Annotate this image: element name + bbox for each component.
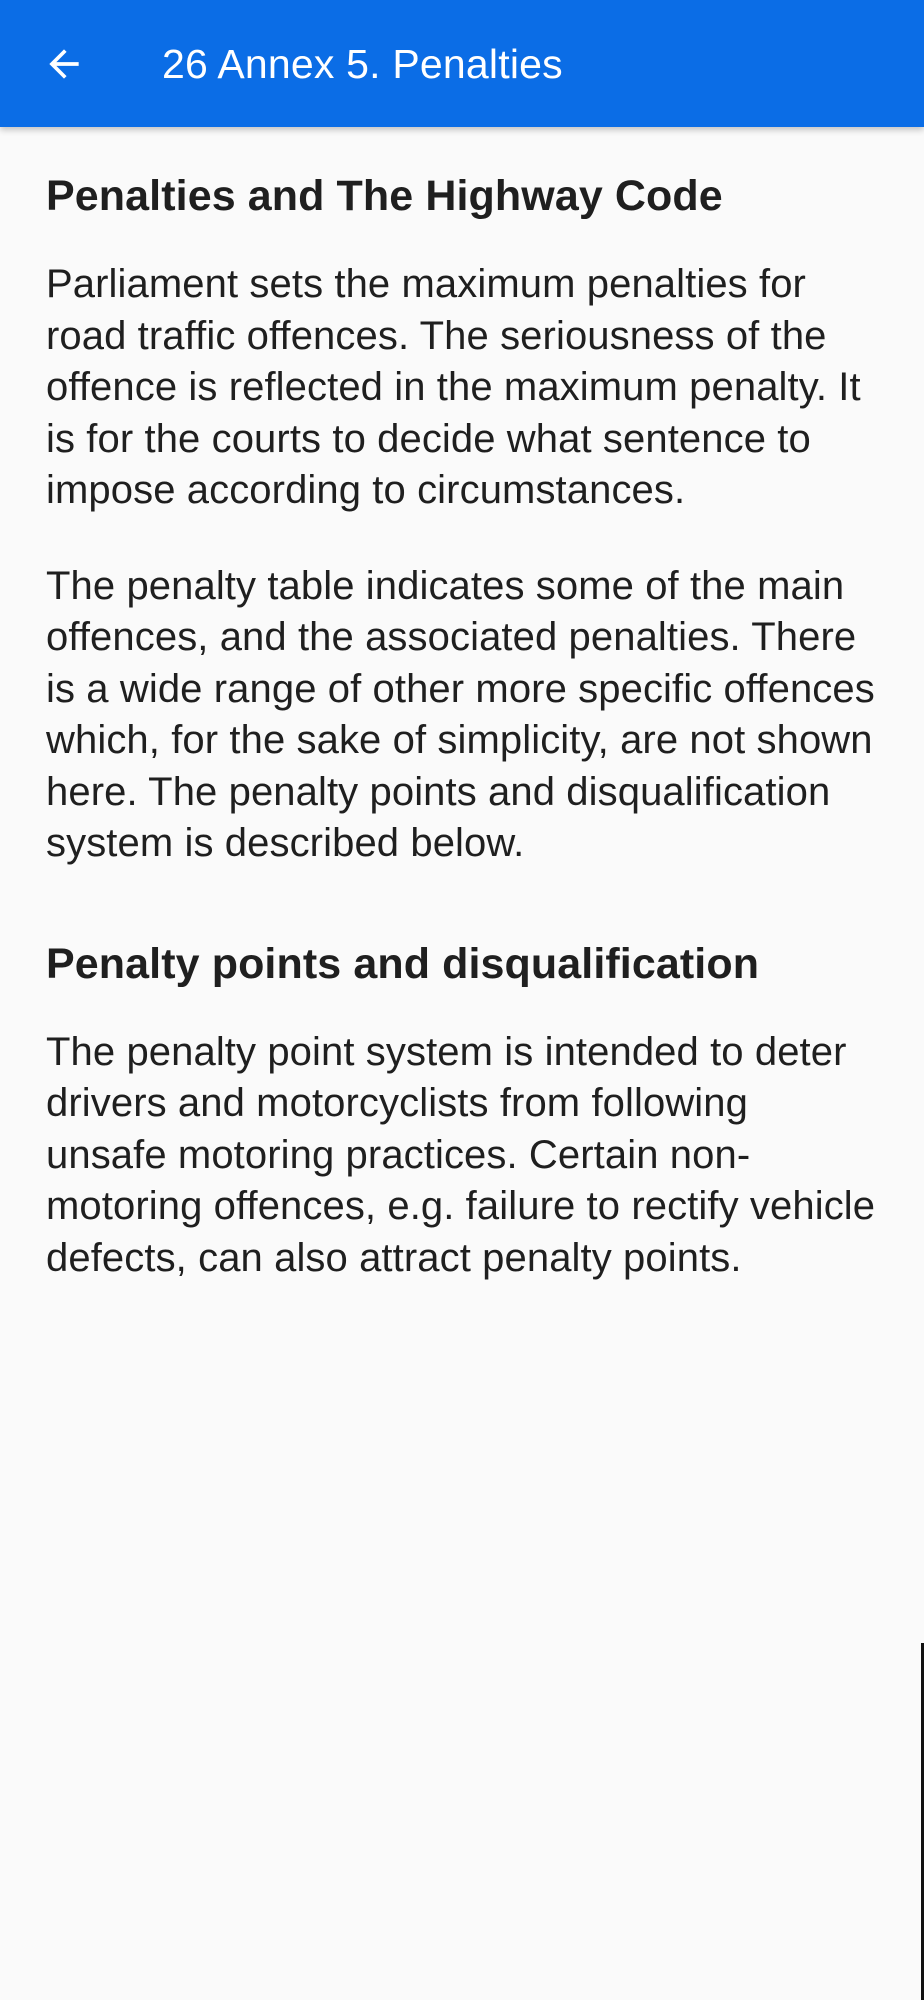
arrow-left-icon [42, 42, 86, 86]
content-area [46, 127, 876, 1284]
back-button[interactable] [24, 24, 104, 104]
paragraph: The penalty table indicates some of the main offences, and the associated penalties. There is a wide range of other more specific offences which, for the sake of simplicity, are not shown here. The penalty points and disqualification system is described below. [46, 563, 875, 865]
page-title: 26 Annex 5. Penalties [162, 41, 563, 87]
app-bar [0, 0, 924, 127]
section-heading-penalty-points: Penalty points and disqualification [46, 939, 760, 988]
paragraph: The penalty point system is intended to deter drivers and motorcyclists from following unsafe motoring practices. Certain non-motoring offences, e.g. failure to rectify vehicle defects, can also attract penalty points. [46, 1029, 876, 1280]
paragraph: Parliament sets the maximum penalties for road traffic offences. The seriousness of the offence is reflected in the maximum penalty. It is for the courts to decide what sentence to impose according to circumstances. [46, 262, 861, 512]
section-heading-penalties: Penalties and The Highway Code [46, 172, 723, 220]
